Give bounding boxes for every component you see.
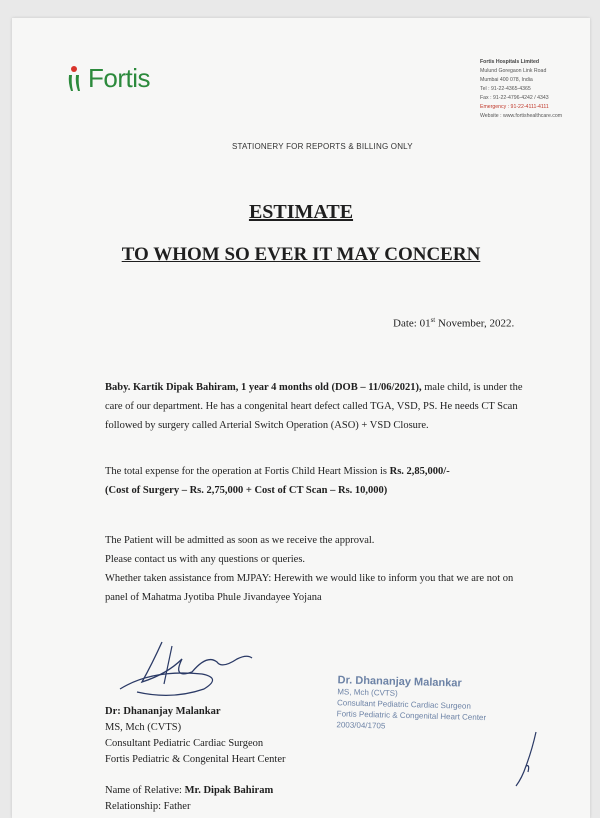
stamp-center: Fortis Pediatric & Congenital Heart Center xyxy=(336,709,487,723)
stamp-role: Consultant Pediatric Cardiac Surgeon xyxy=(336,698,471,711)
relative-relationship: Relationship: Father xyxy=(105,801,191,812)
address-line-website: Website : www.fortishealthcare.com xyxy=(480,113,563,119)
address-line: Mumbai 400 078, India xyxy=(480,77,533,83)
paragraph-expense xyxy=(105,462,525,500)
stationery-note: STATIONERY FOR REPORTS & BILLING ONLY xyxy=(232,142,413,151)
stamp-reg-no: 2003/04/1705 xyxy=(336,720,386,731)
fortis-logo xyxy=(64,63,150,94)
stamp-signature xyxy=(512,730,542,795)
stamp-signature-icon xyxy=(512,730,542,790)
note-line: Whether taken assistance from MJPAY: Herewith we would like to inform you that we are not on panel of Mahatma Jyotiba Phule Jivandayee Yojana xyxy=(105,573,514,603)
relative-label: Name of Relative: xyxy=(105,785,185,796)
doctor-degree: MS, Mch (CVTS) xyxy=(105,722,182,733)
stamp-name: Dr. Dhananjay Malankar xyxy=(337,674,462,690)
hospital-address xyxy=(480,58,590,121)
document-title: ESTIMATE xyxy=(248,201,354,223)
expense-amount: Rs. 2,85,000/- xyxy=(389,466,450,477)
signature-icon xyxy=(112,634,262,704)
fortis-logo-icon xyxy=(64,65,84,93)
address-line-org: Fortis Hospitals Limited xyxy=(480,59,540,65)
expense-breakdown: (Cost of Surgery – Rs. 2,75,000 + Cost of CT Scan – Rs. 10,000) xyxy=(105,485,388,496)
doctor-center: Fortis Pediatric & Congenital Heart Center xyxy=(105,754,286,765)
doctor-signature xyxy=(112,634,262,709)
patient-condition: male child, is under the care of our department. He has a congenital heart defect called TGA, VSD, PS. He needs CT Scan followed by surgery called Arterial Switch Operation (ASO) + VSD Closure. xyxy=(105,382,523,431)
stamp-degree: MS, Mch (CVTS) xyxy=(337,687,398,698)
date-sup: st xyxy=(430,316,436,324)
doctor-role: Consultant Pediatric Cardiac Surgeon xyxy=(105,738,264,749)
relative-name: Mr. Dipak Bahiram xyxy=(184,785,274,796)
address-line-emergency: Emergency : 91-22-4111-4111 xyxy=(480,104,549,110)
paragraph-patient xyxy=(105,378,525,435)
document-page xyxy=(12,18,590,818)
doctor-details xyxy=(105,704,286,768)
paragraph-notes xyxy=(105,531,525,607)
address-line-tel: Tel : 91-22-4365-4365 xyxy=(480,86,531,92)
relative-details xyxy=(105,783,273,815)
logo-text: Fortis xyxy=(88,63,150,93)
date-suffix: November, 2022. xyxy=(435,317,515,330)
note-line: Please contact us with any questions or queries. xyxy=(105,554,306,565)
doctor-stamp xyxy=(336,675,547,735)
expense-text: The total expense for the operation at Fortis Child Heart Mission is xyxy=(105,466,390,477)
note-line: The Patient will be admitted as soon as we receive the approval. xyxy=(105,535,375,546)
document-subtitle: TO WHOM SO EVER IT MAY CONCERN xyxy=(121,244,481,265)
document-date xyxy=(393,316,514,330)
address-line: Mulund Goregaon Link Road xyxy=(480,68,547,74)
date-prefix: Date: 01 xyxy=(393,317,431,330)
address-line-fax: Fax : 91-22-4796-4242 / 4343 xyxy=(480,95,549,101)
doctor-name: Dr: Dhananjay Malankar xyxy=(105,706,221,717)
patient-details: Baby. Kartik Dipak Bahiram, 1 year 4 months old (DOB – 11/06/2021), xyxy=(105,382,422,393)
